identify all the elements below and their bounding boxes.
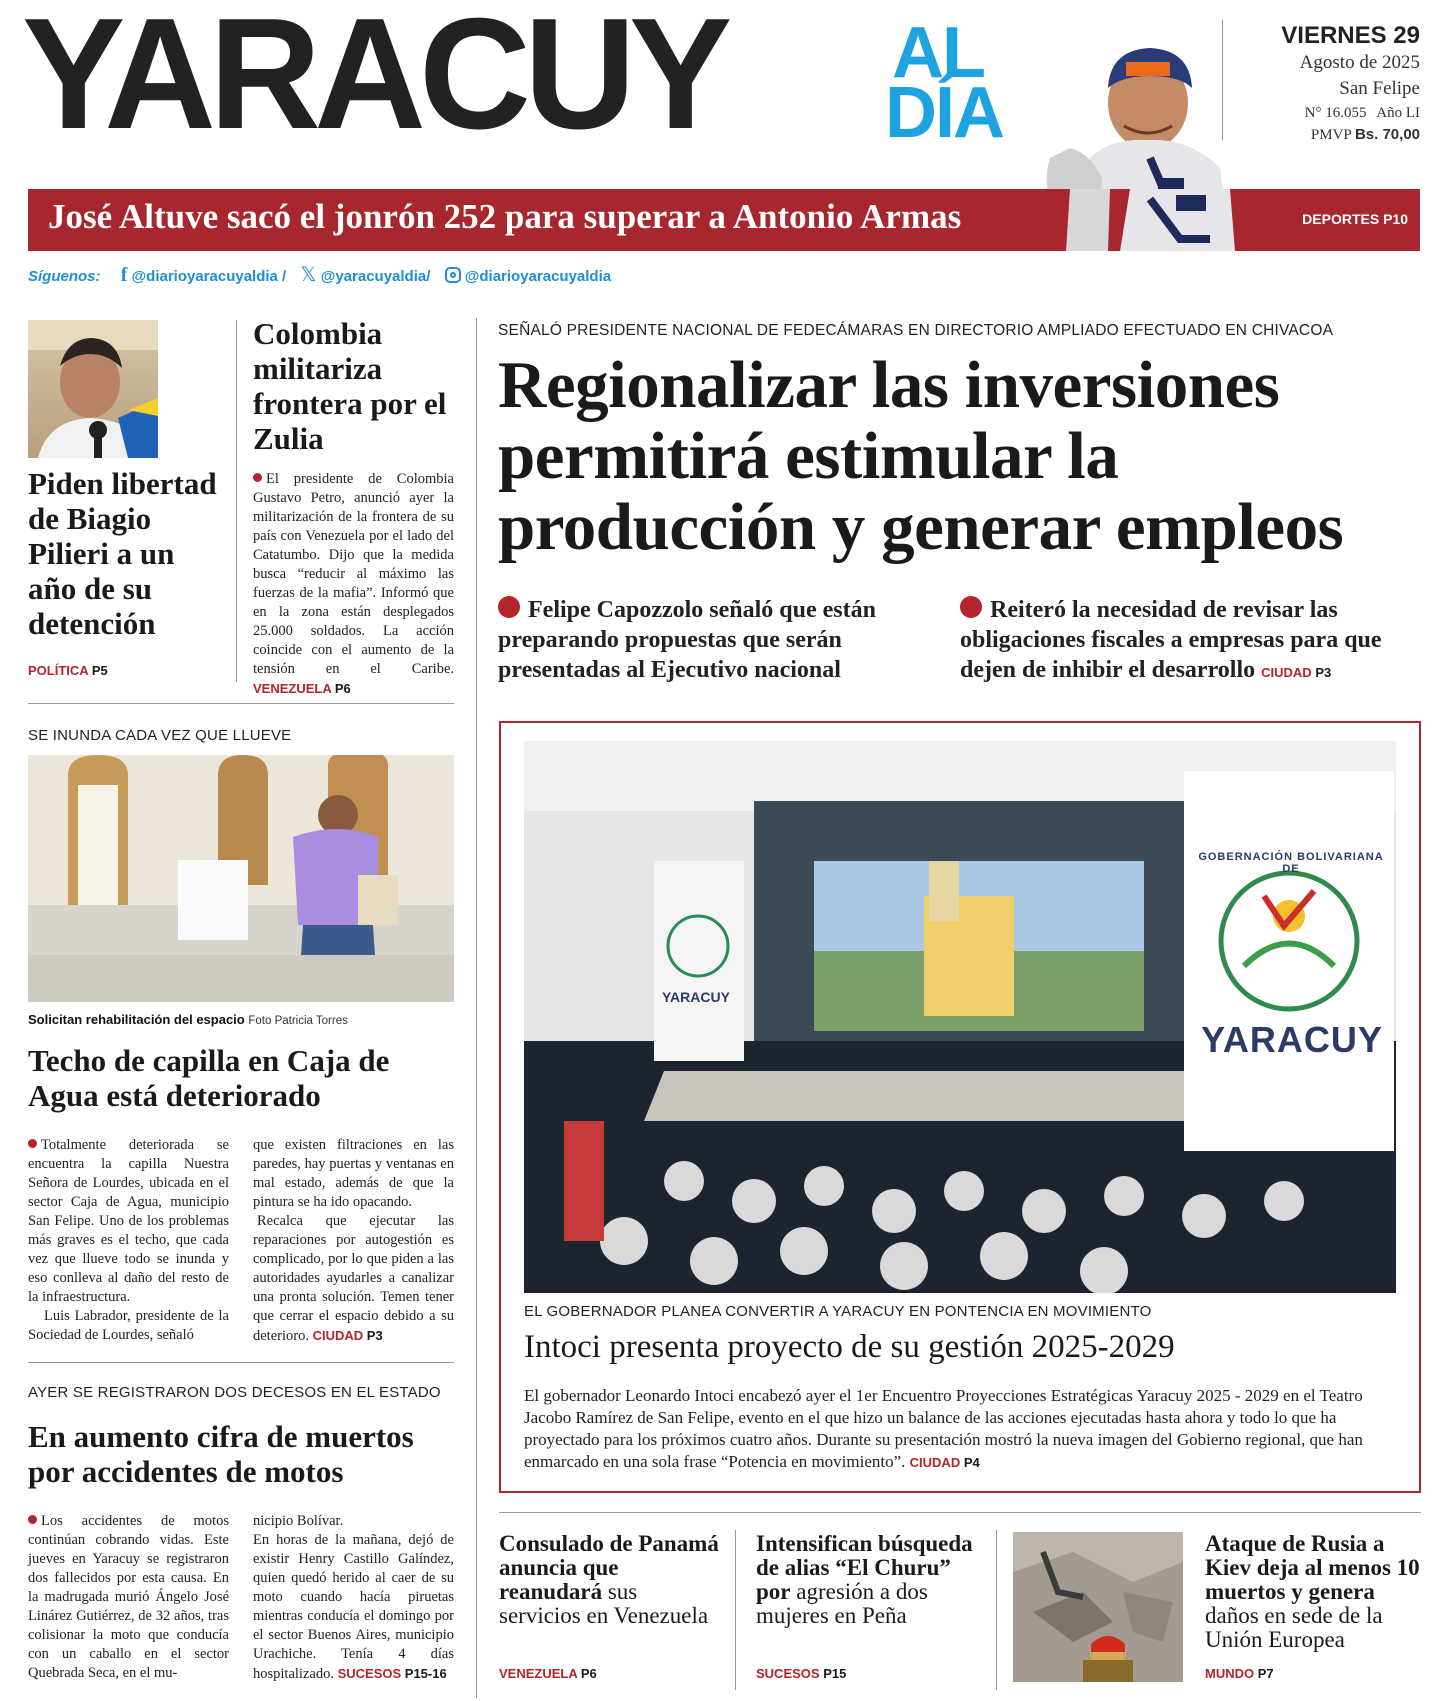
motos-section: SUCESOS [337,1666,402,1681]
year-number: Año LI [1376,105,1420,121]
capilla-col2 [253,1136,454,1346]
rusia-page: P7 [1257,1666,1274,1681]
capilla-credit: Foto Patricia Torres [248,1015,348,1027]
rusia-bold: Ataque de Rusia a Kiev deja al menos 10 muertos y genera [1205,1531,1420,1604]
colombia-section: VENEZUELA [253,681,332,696]
capilla-col1b: Luis Labrador, presidente de la Sociedad de Lourdes, señaló [28,1308,229,1343]
bullet-dot [28,1515,37,1524]
facebook-handle[interactable]: @diarioyaracuyaldia / [131,268,287,285]
panama-story[interactable] [499,1531,719,1681]
main-page: P3 [1315,665,1332,680]
city: San Felipe [1339,78,1420,99]
panama-rest: sus servicios en Venezuela [499,1579,709,1628]
weekday: VIERNES 29 [1281,22,1420,49]
colombia-text: El presidente de Colombia Gustavo Petro, anunció ayer la militarización de la frontera de su país con Venezuela por el lado del Catatumbo. Dijo que la medida busca “reducir al máximo las fuerzas de la mafia”. Informó que en la zona están desplegados 25.000 soldados. La acción coincide con el aumento de la tensión en el Caribe. [253,471,454,677]
facebook-icon: f [120,264,128,286]
main-section: CIUDAD [1261,665,1312,680]
date: Agosto de 2025 [1299,52,1420,73]
intoci-headline[interactable]: Intoci presenta proyecto de su gestión 2025-2029 [524,1329,1175,1365]
capilla-col2b: Recalca que ejecutar las reparaciones por autogestión es complicado, por lo que piden a las autoridades ayudarles a canalizar una pronta solución. Temen tener que cerrar el espacio debido a su deterioro. [253,1213,454,1344]
photo-banner-small: YARACUY [662,989,730,1005]
capilla-col1 [28,1136,229,1345]
x-icon: 𝕏 [300,264,317,286]
column-divider-1 [236,320,237,682]
price: Bs. 70,00 [1354,126,1420,143]
main-bullet-2-text: Reiteró la necesidad de revisar las obligaciones fiscales a empresas para que dejen de inhibir el desarrollo [960,597,1382,683]
motos-col2b: En horas de la mañana, dejó de existir Henry Castillo Galíndez, quien quedó herido al caer de su moto cuando hacía piruetas mientras conducía el domingo por el sector Buenos Aires, municipio Urachiche. Tenía 4 días hospitalizado. [253,1532,454,1682]
section-divider [28,703,454,704]
motos-page: P15-16 [404,1666,447,1681]
masthead-divider [1222,20,1223,140]
banner-section: DEPORTES [1302,211,1380,227]
main-bullet-1 [498,595,918,685]
pilieri-section: POLÍTICA [28,663,89,678]
churu-rest: agresión a dos mujeres en Peña [756,1579,928,1628]
issue-number: N° 16.055 [1304,105,1367,121]
banner-page: P10 [1383,211,1408,227]
capilla-section: CIUDAD [312,1328,364,1343]
motos-col1 [28,1512,229,1683]
churu-section: SUCESOS [756,1666,820,1681]
pilieri-headline[interactable]: Piden libertad de Biagio Pilieri a un año de su detención [28,466,217,641]
main-bullet-1-text: Felipe Capozzolo señaló que están preparando propuestas que serán presentadas al Ejecutivo nacional [498,597,876,683]
bullet-dot [28,1139,37,1148]
column-divider-4 [996,1530,997,1690]
colombia-page: P6 [334,681,351,696]
intoci-body [524,1385,1396,1474]
capilla-col1-text: Totalmente deteriorada se encuentra la capilla Nuestra Señora de Lourdes, ubicada en el sector Caja de Agua, municipio San Felipe. Uno de los problemas más graves es el techo, que cada vez que llueve todo se inunda y eso conlleva al daño del resto de la infraestructura. [28,1137,229,1305]
rusia-rest: daños en sede de la Unión Europea [1205,1603,1383,1652]
column-divider-3 [735,1530,736,1690]
motos-kicker: AYER SE REGISTRARON DOS DECESOS EN EL ESTADO [28,1384,441,1401]
twitter-handle[interactable]: @yaracuyaldia/ [320,268,431,285]
rusia-section: MUNDO [1205,1666,1255,1681]
motos-col2a: nicipio Bolívar. [253,1513,344,1529]
photo-banner-large: YARACUY [1201,1019,1383,1060]
pilieri-photo [28,320,158,458]
masthead-title: YARACUY [22,0,726,162]
capilla-page: P3 [366,1328,383,1343]
main-bullet-2 [960,595,1420,688]
capilla-caption: Solicitan rehabilitación del espacio [28,1012,245,1027]
intoci-section: CIUDAD [909,1455,961,1470]
panama-section: VENEZUELA [499,1666,578,1681]
kiev-photo [1013,1532,1183,1682]
colombia-body [253,470,454,699]
motos-col2 [253,1512,454,1684]
section-divider [28,1362,454,1363]
capilla-headline[interactable]: Techo de capilla en Caja de Agua está deteriorado [28,1043,390,1113]
photo-banner-arc: GOBERNACIÓN BOLIVARIANA DE [1198,851,1384,875]
churu-story[interactable] [756,1531,981,1681]
motos-headline[interactable]: En aumento cifra de muertos por accidentes de motos [28,1419,414,1489]
intoci-body-text: El gobernador Leonardo Intoci encabezó ayer el 1er Encuentro Proyecciones Estratégicas Yaracuy 2025 - 2029 en el Teatro Jacobo Ramírez de San Felipe, evento en el que hizo un balance de las acciones ejecutadas hasta ahora y todo lo que ha proyectado para los próximos cuatro años. Durante su presentación mostró la nueva imagen del Gobierno regional, que han enmarcado en una sola frase “Potencia en movimiento”. [524,1386,1363,1471]
capilla-col2-text: que existen filtraciones en las paredes, hay puertas y ventanas en mal estado, además de que la pintura se ha ido opacando. [253,1137,454,1210]
bullet-dot [253,473,262,482]
altuve-photo-overlap [1030,189,1240,251]
colombia-headline[interactable]: Colombia militariza frontera por el Zulia [253,316,447,456]
intoci-page: P4 [963,1455,980,1470]
date-block [1230,22,1420,146]
rusia-story[interactable] [1205,1531,1423,1681]
capilla-caption-row [28,1012,348,1027]
column-divider-2 [476,318,477,1698]
instagram-handle[interactable]: @diarioyaracuyaldia [464,268,612,285]
capilla-kicker: SE INUNDA CADA VEZ QUE LLUEVE [28,727,292,744]
instagram-icon [445,267,461,283]
capilla-photo [28,755,454,1002]
section-divider [499,1512,1421,1513]
social-bar [28,262,611,286]
pilieri-page: P5 [91,663,108,678]
masthead-al: AL [892,13,984,93]
masthead-dia: DÍA [885,73,1003,153]
churu-bold: Intensifican búsqueda de alias “El Churu” por [756,1531,973,1604]
intoci-photo [524,741,1396,1293]
main-kicker: SEÑALÓ PRESIDENTE NACIONAL DE FEDECÁMARAS EN DIRECTORIO AMPLIADO EFECTUADO EN CHIVACOA [498,322,1334,339]
bullet-dot [960,596,982,618]
pilieri-reference [28,663,108,678]
panama-page: P6 [580,1666,597,1681]
motos-col1-text: Los accidentes de motos continúan cobrando vidas. Este jueves en Yaracuy se registraron dos fallecidos por esta causa. En la madrugada murió Ángelo José Linárez Gutiérrez, de 32 años, tras colisionar la moto que conducía con un caballo en el sector Quebrada Seca, en el mu- [28,1513,229,1681]
masthead [0,0,1440,180]
churu-page: P15 [823,1666,847,1681]
social-label: Síguenos: [28,268,101,285]
intoci-kicker: EL GOBERNADOR PLANEA CONVERTIR A YARACUY EN PONTENCIA EN MOVIMIENTO [524,1303,1152,1320]
bullet-dot [498,596,520,618]
price-label: PMVP [1310,127,1352,143]
banner-reference [1302,211,1408,227]
panama-bold: Consulado de Panamá anuncia que reanudará [499,1531,719,1604]
banner-headline: José Altuve sacó el jonrón 252 para superar a Antonio Armas [48,197,962,236]
main-headline[interactable]: Regionalizar las inversiones permitirá estimular la producción y generar empleos [498,348,1344,564]
intoci-box[interactable] [499,721,1421,1493]
